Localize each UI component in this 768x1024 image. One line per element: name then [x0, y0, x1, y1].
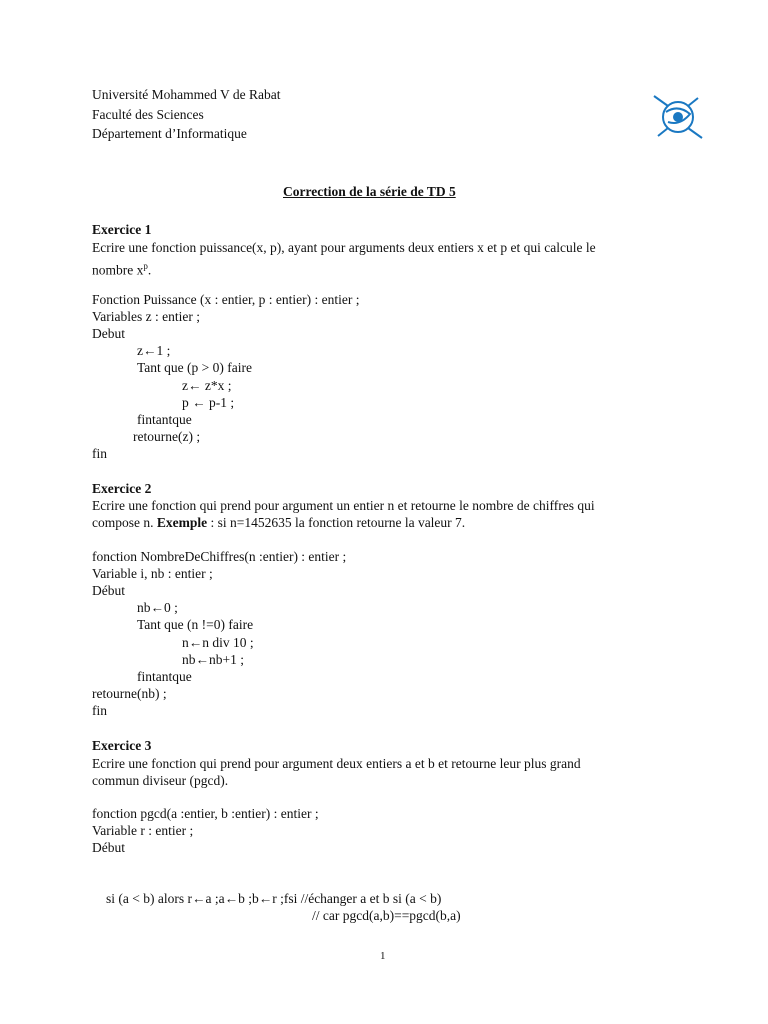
exercise-2-statement-line-2: compose n. Exemple : si n=1452635 la fonction retourne la valeur 7. — [92, 515, 466, 530]
exercise-1-statement-line-2: nombre $x^p$. — [92, 261, 152, 278]
code-line: Variable r : entier ; — [92, 823, 194, 838]
code-line: Debut — [92, 326, 125, 341]
code-line: retourne(z) ; — [133, 429, 201, 444]
university-name: Université Mohammed V de Rabat — [92, 87, 281, 102]
code-line: Fonction Puissance (x : entier, p : entier) : entier ; — [92, 292, 360, 307]
code-line: z← z*x ; — [182, 378, 232, 393]
code-line: Début — [92, 583, 125, 598]
code-line: Tant que (n !=0) faire — [137, 617, 254, 632]
exercise-1-heading: Exercice 1 — [92, 222, 152, 237]
code-line: nb←0 ; — [137, 600, 178, 615]
code-line: nb←nb+1 ; — [182, 652, 244, 667]
code-line: retourne(nb) ; — [92, 686, 167, 701]
exercise-3-statement-line-2: commun diviseur (pgcd). — [92, 773, 229, 788]
code-line: fin — [92, 703, 107, 718]
exercise-2-statement-line-1: Ecrire une fonction qui prend pour argument un entier n et retourne le nombre de chiffres qui — [92, 498, 595, 513]
document-title: Correction de la série de TD 5 — [283, 184, 456, 199]
code-line: fin — [92, 446, 107, 461]
department-name: Département d’Informatique — [92, 126, 247, 141]
page-number: 1 — [380, 950, 386, 962]
code-line: Variable i, nb : entier ; — [92, 566, 213, 581]
faculty-name: Faculté des Sciences — [92, 107, 204, 122]
code-line: z←1 ; — [137, 343, 171, 358]
code-line: Début — [92, 840, 125, 855]
code-comment: // car pgcd(a,b)==pgcd(b,a) — [312, 908, 461, 923]
code-line: p ← p-1 ; — [182, 395, 235, 410]
exercise-1-statement-line-1: Ecrire une fonction puissance(x, p), ayant pour arguments deux entiers x et p et qui calcule le — [92, 240, 596, 255]
code-line: si (a < b) alors r←a ;a←b ;b←r ;fsi //échanger a et b si (a < b) — [106, 891, 442, 906]
code-line: n←n div 10 ; — [182, 635, 254, 650]
code-line: fintantque — [137, 412, 192, 427]
faculty-logo-icon — [648, 90, 708, 144]
exercise-2-heading: Exercice 2 — [92, 481, 152, 496]
code-line: Tant que (p > 0) faire — [137, 360, 252, 375]
exercise-3-heading: Exercice 3 — [92, 738, 152, 753]
code-line: fonction pgcd(a :entier, b :entier) : entier ; — [92, 806, 319, 821]
exercise-3-statement-line-1: Ecrire une fonction qui prend pour argument deux entiers a et b et retourne leur plus grand — [92, 756, 581, 771]
code-line: fonction NombreDeChiffres(n :entier) : entier ; — [92, 549, 347, 564]
code-line: fintantque — [137, 669, 192, 684]
code-line: Variables z : entier ; — [92, 309, 200, 324]
